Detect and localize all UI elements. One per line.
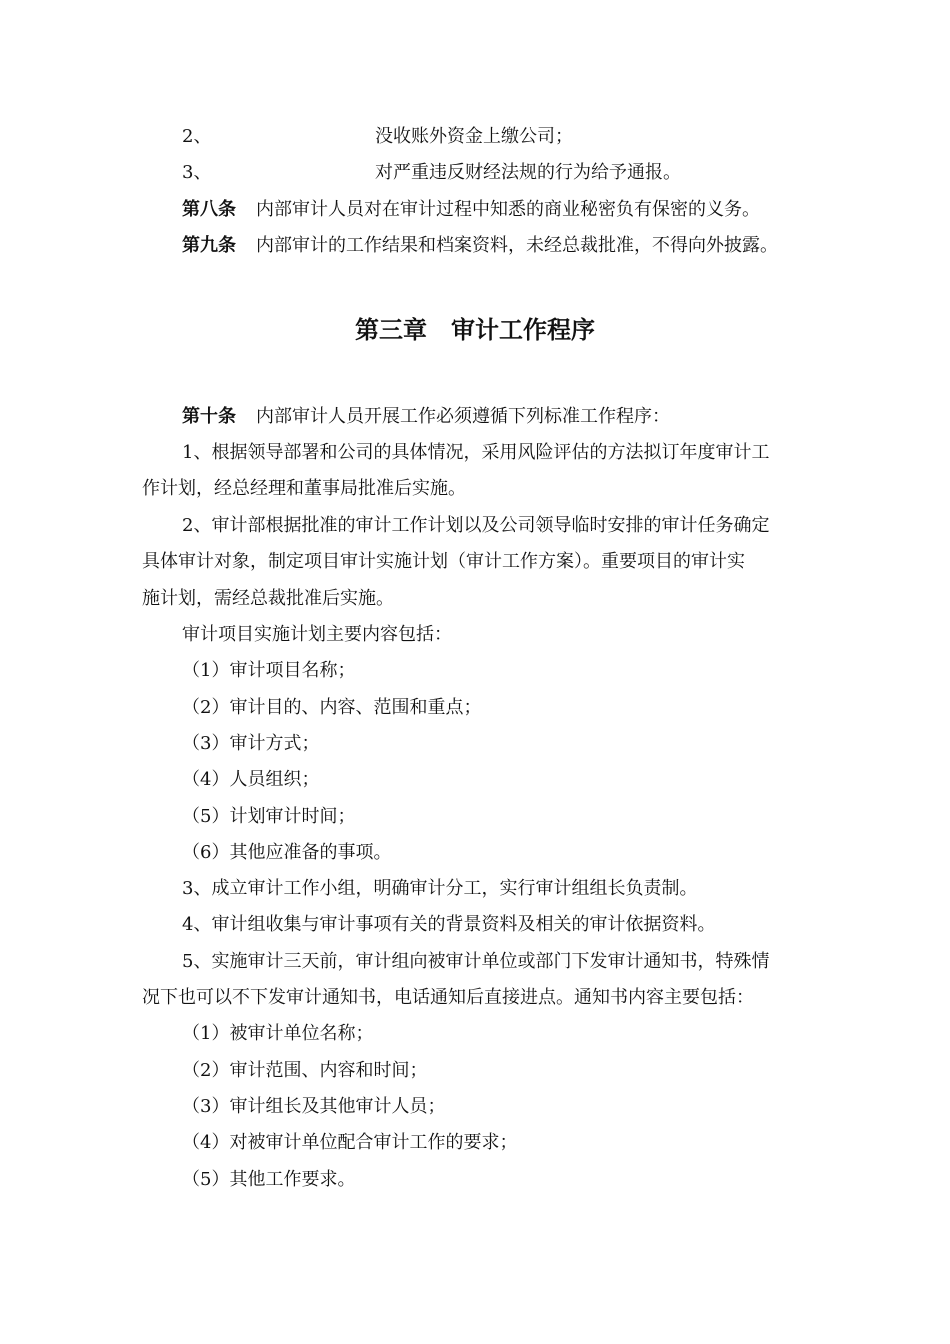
list-item: （1）审计项目名称； <box>182 660 356 681</box>
list-item: （5）计划审计时间； <box>182 806 356 827</box>
paragraph-line: 具体审计对象，制定项目审计实施计划（审计工作方案）。重要项目的审计实 <box>142 551 745 572</box>
list-item: （4）对被审计单位配合审计工作的要求； <box>182 1132 518 1153</box>
chapter-title: 第三章 审计工作程序 <box>355 316 595 344</box>
article-lead: 第九条 <box>182 235 236 256</box>
paragraph-line: 审计项目实施计划主要内容包括： <box>182 624 452 645</box>
article-eight <box>182 198 760 222</box>
item-number: 2、 <box>182 126 212 147</box>
paragraph-line: 4、审计组收集与审计事项有关的背景资料及相关的审计依据资料。 <box>182 914 716 935</box>
list-item: （3）审计组长及其他审计人员； <box>182 1096 446 1117</box>
article-lead: 第八条 <box>182 199 236 220</box>
article-text: 内部审计人员开展工作必须遵循下列标准工作程序： <box>256 406 670 427</box>
paragraph-line: 1、根据领导部署和公司的具体情况，采用风险评估的方法拟订年度审计工 <box>182 442 770 463</box>
article-text: 内部审计人员对在审计过程中知悉的商业秘密负有保密的义务。 <box>256 199 760 220</box>
item-text: 对严重违反财经法规的行为给予通报。 <box>375 162 681 183</box>
list-item: （1）被审计单位名称； <box>182 1023 374 1044</box>
item-text: 没收账外资金上缴公司； <box>375 126 573 147</box>
paragraph-line: 2、审计部根据批准的审计工作计划以及公司领导临时安排的审计任务确定 <box>182 515 770 536</box>
list-item: （6）其他应准备的事项。 <box>182 842 392 863</box>
article-nine <box>182 234 778 258</box>
article-lead: 第十条 <box>182 406 236 427</box>
paragraph-line: 5、实施审计三天前，审计组向被审计单位或部门下发审计通知书，特殊情 <box>182 951 770 972</box>
list-item: （3）审计方式； <box>182 733 320 754</box>
list-item: （2）审计范围、内容和时间； <box>182 1060 428 1081</box>
item-number: 3、 <box>182 162 212 183</box>
paragraph-line: 况下也可以不下发审计通知书，电话通知后直接进点。通知书内容主要包括： <box>142 987 754 1008</box>
list-item: （2）审计目的、内容、范围和重点； <box>182 697 482 718</box>
list-item: （5）其他工作要求。 <box>182 1169 356 1190</box>
article-ten <box>182 405 670 429</box>
paragraph-line: 施计划，需经总裁批准后实施。 <box>142 588 394 609</box>
list-item: （4）人员组织； <box>182 769 320 790</box>
paragraph-line: 3、成立审计工作小组，明确审计分工，实行审计组组长负责制。 <box>182 878 698 899</box>
paragraph-line: 作计划，经总经理和董事局批准后实施。 <box>142 478 466 499</box>
article-text: 内部审计的工作结果和档案资料，未经总裁批准，不得向外披露。 <box>256 235 778 256</box>
